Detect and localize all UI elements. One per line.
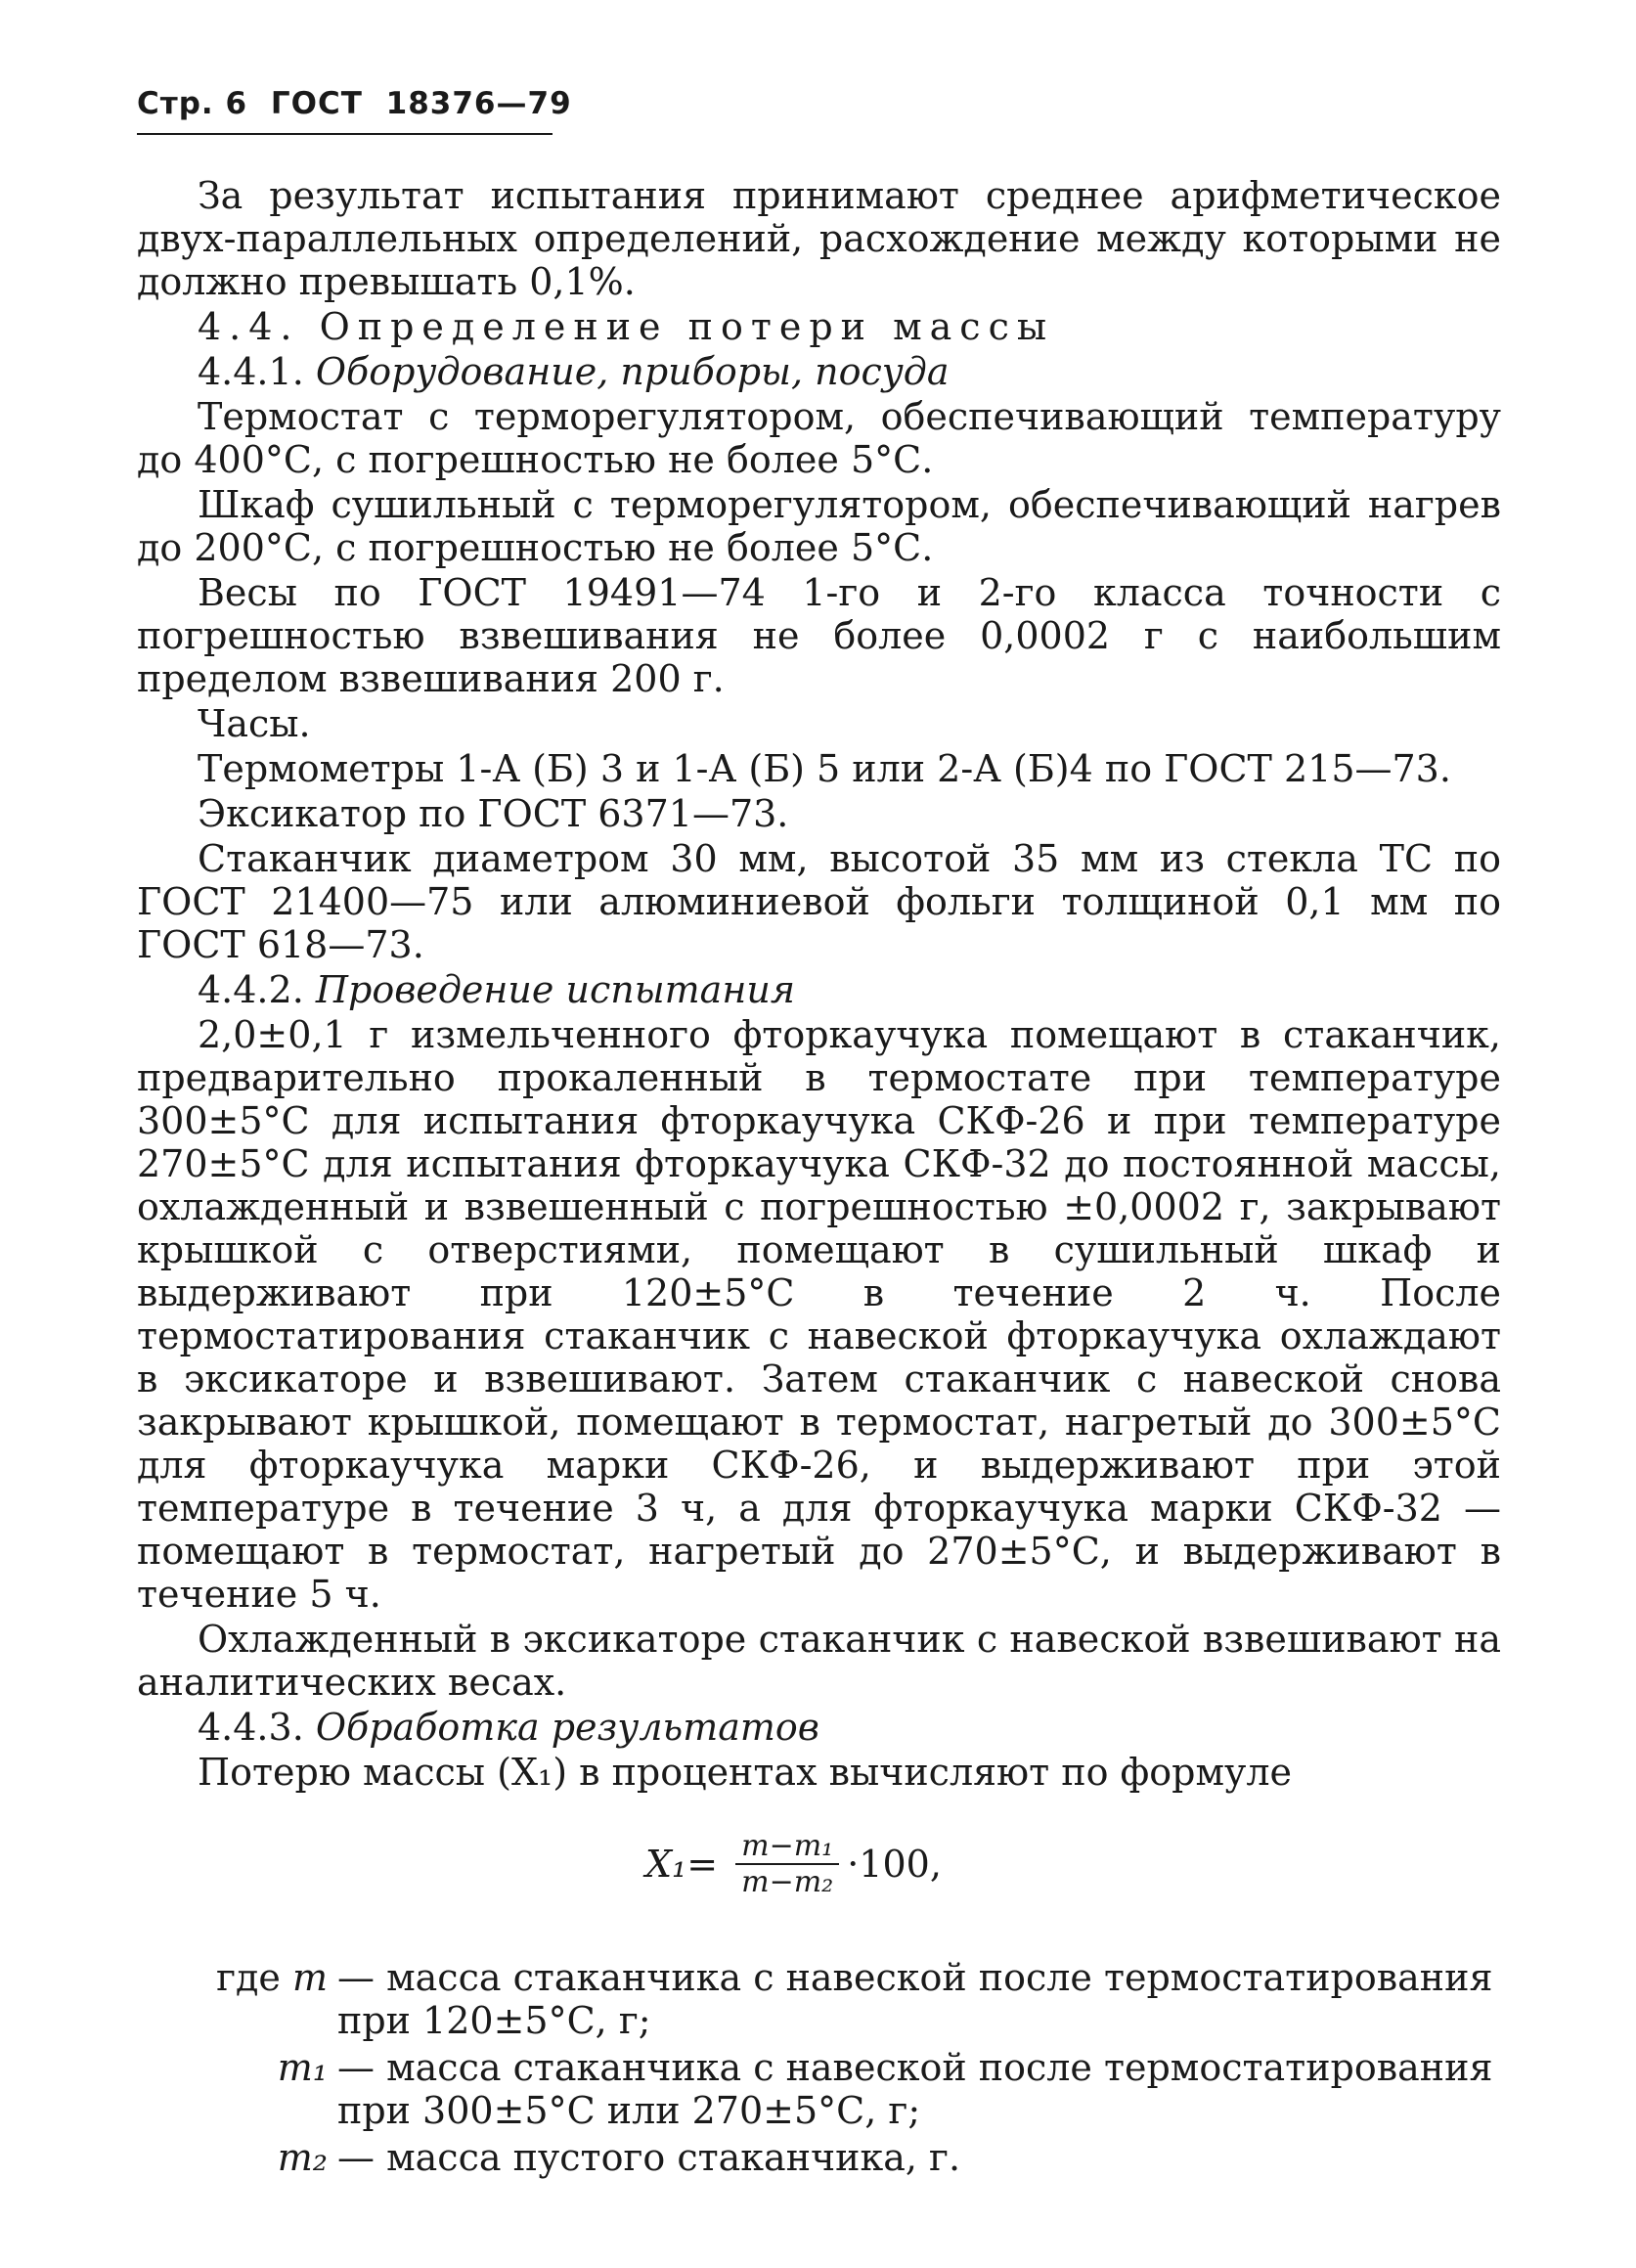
section-number: 4.4.2. xyxy=(198,968,304,1011)
paragraph-beaker: Стаканчик диаметром 30 мм, высотой 35 мм из стекла ТС по ГОСТ 21400—75 или алюминиевой фольги толщиной 0,1 мм по ГОСТ 618—73. xyxy=(137,837,1501,966)
standard-number: 18376—79 xyxy=(385,86,572,121)
section-4-4-1-heading xyxy=(137,350,1501,393)
section-title: Оборудование, приборы, посуда xyxy=(315,350,950,393)
header-rule xyxy=(137,133,553,135)
variable-definitions xyxy=(137,1956,1501,2183)
paragraph-clock: Часы. xyxy=(198,702,311,745)
where-lead: где xyxy=(216,1956,281,1999)
section-number: 4.4.1. xyxy=(198,350,304,393)
paragraph-procedure: 2,0±0,1 г измельченного фторкаучука помещают в стаканчик, предварительно прокаленный в термостате при температуре 300±5°С для испытания фторкаучука СКФ-26 и при температуре 270±5°С для испытания фторкаучука СКФ-32 до постоянной массы, охлажденный и взвешенный с погрешностью ±0,0002 г, закрывают крышкой с отверстиями, помещают в сушильный шкаф и выдерживают при 120±5°С в течение 2 ч. После термостатирования стаканчик с навеской фторкаучука охлаждают в эксикаторе и взвешивают. Затем стаканчик с навеской снова закрывают крышкой, помещают в термостат, нагретый до 300±5°С для фторкаучука марки СКФ-26, и выдерживают при этой температуре в течение 3 ч, а для фторкаучука марки СКФ-32 — помещают в термостат, нагретый до 270±5°С, и выдерживают в течение 5 ч. xyxy=(137,1013,1501,1616)
section-title: Обработка результатов xyxy=(315,1706,819,1749)
definition-row xyxy=(137,2046,1501,2132)
formula-lhs: X₁= xyxy=(645,1843,719,1886)
variable-symbol: m xyxy=(291,1956,328,1999)
page-number: Стр. 6 xyxy=(137,86,248,121)
variable-description: — масса стаканчика с навеской после термостатирования при 300±5°С или 270±5°С, г; xyxy=(337,2046,1493,2132)
paragraph-drying-cabinet: Шкаф сушильный с терморегулятором, обеспечивающий нагрев до 200°С, с погрешностью не более 5°С. xyxy=(137,483,1501,569)
document-body xyxy=(137,174,1501,1796)
paragraph-scales: Весы по ГОСТ 19491—74 1-го и 2-го класса точности с погрешностью взвешивания не более 0,0002 г с наибольшим пределом взвешивания 200 г. xyxy=(137,571,1501,700)
formula-numerator: m−m₁ xyxy=(735,1829,839,1865)
section-4-4-3-heading xyxy=(137,1706,1501,1749)
variable-description: — масса стаканчика с навеской после термостатирования при 120±5°С, г; xyxy=(337,1956,1493,2042)
section-number: 4.4.3. xyxy=(198,1706,304,1749)
paragraph-cooled: Охлажденный в эксикаторе стаканчик с навеской взвешивают на аналитических весах. xyxy=(137,1618,1501,1704)
definition-row xyxy=(137,1956,1501,2042)
definition-row xyxy=(137,2136,1501,2179)
page-header xyxy=(137,86,584,121)
section-4-4-2-heading xyxy=(137,968,1501,1011)
paragraph-desiccator: Эксикатор по ГОСТ 6371—73. xyxy=(198,792,789,835)
formula-fraction xyxy=(735,1829,839,1899)
variable-symbol: m₂ xyxy=(277,2136,328,2179)
variable-symbol: m₁ xyxy=(277,2046,328,2089)
standard-label: ГОСТ xyxy=(270,86,363,121)
section-4-4-heading: 4.4. Определение потери массы xyxy=(198,305,1055,348)
paragraph-thermometers: Термометры 1-А (Б) 3 и 1-А (Б) 5 или 2-А (Б)4 по ГОСТ 215—73. xyxy=(198,747,1451,790)
section-title: Проведение испытания xyxy=(315,968,795,1011)
paragraph-formula-intro: Потерю массы (X₁) в процентах вычисляют по формуле xyxy=(198,1751,1293,1794)
paragraph-result: За результат испытания принимают среднее арифметическое двух-параллельных определений, расхождение между которыми не должно превышать 0,1%. xyxy=(137,174,1501,303)
mass-loss-formula xyxy=(645,1829,942,1899)
variable-description: — масса пустого стаканчика, г. xyxy=(337,2136,961,2179)
formula-rhs: ·100, xyxy=(847,1843,942,1886)
paragraph-thermostat: Термостат с терморегулятором, обеспечивающий температуру до 400°С, с погрешностью не более 5°С. xyxy=(137,395,1501,481)
formula-denominator: m−m₂ xyxy=(741,1865,834,1899)
